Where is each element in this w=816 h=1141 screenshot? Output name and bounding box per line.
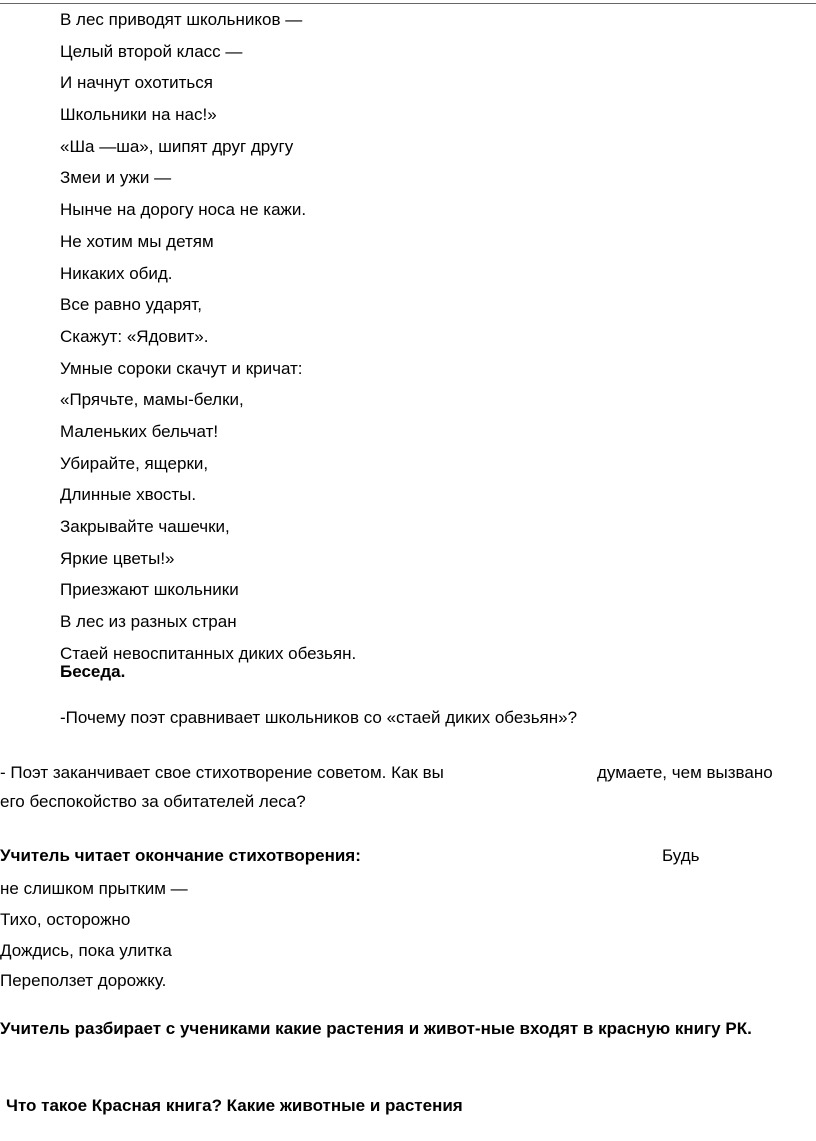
poem-line: «Ша —ша», шипят друг другу (60, 136, 294, 156)
ending-first-word: Будь (662, 846, 700, 865)
poem-line: Целый второй класс — (60, 41, 243, 61)
poem-line: Приезжают школьники (60, 580, 239, 600)
ending-line: Тихо, осторожно (0, 909, 131, 929)
poem-line: Длинные хвосты. (60, 485, 197, 505)
poem-line: Не хотим мы детям (60, 231, 214, 251)
teacher-discusses-paragraph: Учитель разбирает с учениками какие растения и живот-ные входят в красную книгу РК. (0, 1019, 752, 1038)
poem-line: Школьники на нас!» (60, 105, 217, 125)
conversation-heading: Беседа. (60, 662, 126, 681)
question-2-line-2: его беспокойство за обитателей леса? (0, 792, 306, 811)
poem-line: Нынче на дорогу носа не кажи. (60, 200, 307, 220)
poem-line: Змеи и ужи — (60, 168, 172, 188)
poem-line: Яркие цветы!» (60, 548, 175, 568)
poem-line: Скажут: «Ядовит». (60, 326, 209, 346)
poem-line: Все равно ударят, (60, 295, 202, 315)
poem-line: В лес приводят школьников — (60, 10, 303, 29)
poem-line: Маленьких бельчат! (60, 421, 219, 441)
poem-line: В лес из разных стран (60, 612, 237, 632)
poem-line: Закрывайте чашечки, (60, 517, 230, 536)
poem-line: И начнут охотиться (60, 73, 213, 93)
poem-line: Никаких обид. (60, 263, 173, 283)
ending-line: не слишком прытким — (0, 879, 188, 898)
poem-line: Стаей невоспитанных диких обезьян. (60, 643, 357, 663)
teacher-reads-label: Учитель читает окончание стихотворения: (0, 846, 361, 865)
poem-ending (0, 874, 188, 997)
poem (60, 4, 356, 669)
poem-line: «Прячьте, мамы-белки, (60, 390, 244, 410)
poem-line: Убирайте, ящерки, (60, 453, 209, 473)
question-1: -Почему поэт сравнивает школьников со «стаей диких обезьян»? (60, 708, 578, 727)
question-2-part-1: - Поэт заканчивает свое стихотворение советом. Как вы (0, 763, 444, 782)
poem-line: Умные сороки скачут и кричат: (60, 358, 303, 378)
ending-line: Переползет дорожку. (0, 971, 167, 991)
ending-line: Дождись, пока улитка (0, 940, 172, 960)
final-question: Что такое Красная книга? Какие животные и растения (6, 1096, 463, 1115)
question-2-part-2: думаете, чем вызвано (597, 763, 773, 782)
